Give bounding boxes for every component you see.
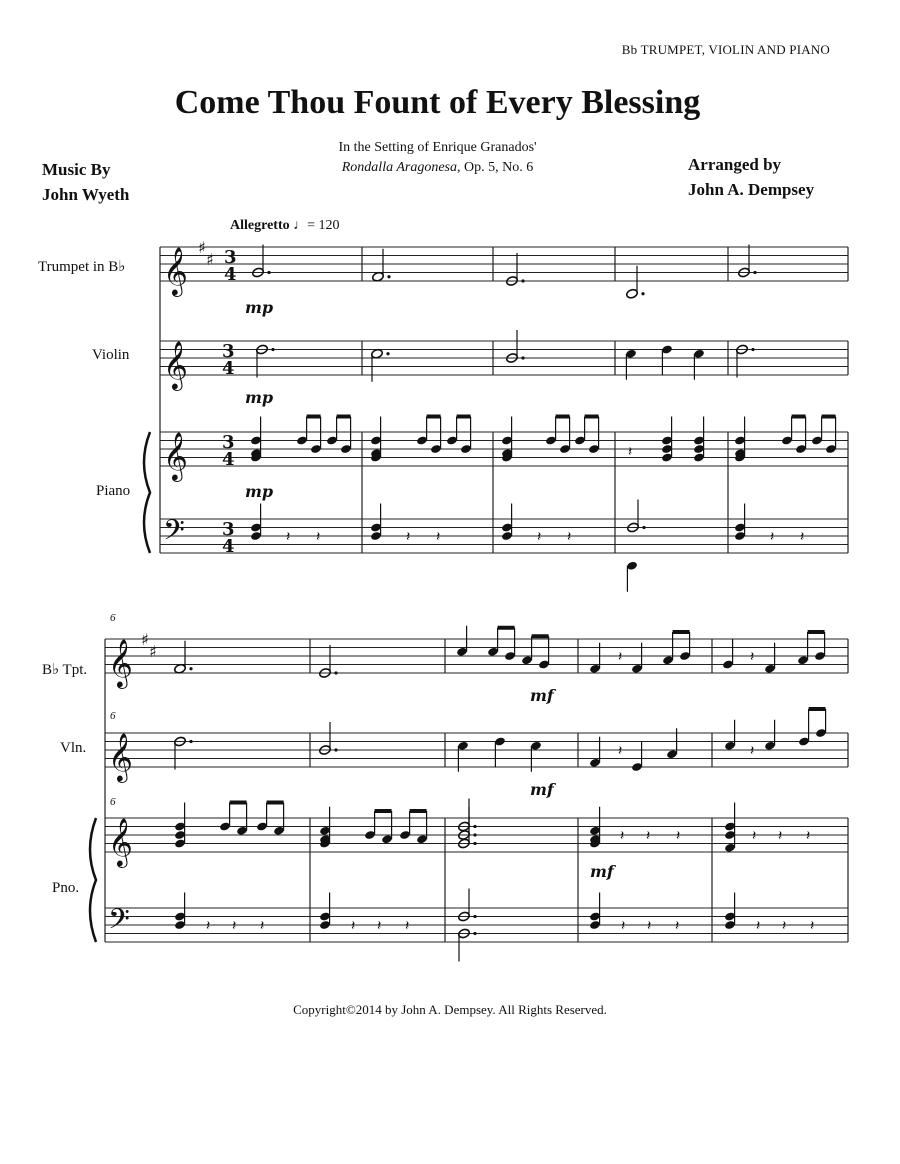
augmentation-dot	[267, 271, 270, 274]
rest: 𝄽	[800, 529, 805, 545]
rest: 𝄽	[567, 529, 572, 545]
key-sharp-f: ♯	[198, 238, 206, 257]
bass-clef-icon: 𝄢	[163, 514, 185, 554]
treble-clef-icon: 𝄞	[108, 638, 133, 687]
augmentation-dot	[521, 356, 524, 359]
tempo-word: Allegretto	[230, 218, 290, 233]
dynamic-piano-mf: mf	[590, 862, 614, 881]
augmentation-dot	[189, 740, 192, 743]
dynamic-violin-mf: mf	[530, 780, 554, 799]
rest: 𝄽	[756, 918, 761, 934]
augmentation-dot	[642, 526, 645, 529]
treble-clef-icon: 𝄞	[163, 246, 188, 295]
augmentation-dot	[751, 348, 754, 351]
setting-opus: , Op. 5, No. 6	[457, 160, 534, 175]
piano-abbrev-label: Pno.	[52, 880, 80, 896]
augmentation-dot	[521, 279, 524, 282]
rest: 𝄽	[646, 828, 651, 844]
rest: 𝄽	[405, 918, 410, 934]
rest: 𝄽	[316, 529, 321, 545]
instrumentation-heading: Bb TRUMPET, VIOLIN AND PIANO	[621, 42, 830, 57]
treble-clef-icon: 𝄞	[163, 431, 188, 480]
augmentation-dot	[641, 292, 644, 295]
time-sig-piano-upper-top: 3	[222, 432, 235, 453]
rest: 𝄽	[206, 918, 211, 934]
rest: 𝄽	[406, 529, 411, 545]
rest: 𝄽	[537, 529, 542, 545]
rest: 𝄽	[232, 918, 237, 934]
rest: 𝄽	[621, 918, 626, 934]
augmentation-dot	[334, 748, 337, 751]
rest: 𝄽	[675, 918, 680, 934]
rest: 𝄽	[752, 828, 757, 844]
rest: 𝄽	[351, 918, 356, 934]
augmentation-dot	[473, 842, 476, 845]
rest: 𝄽	[647, 918, 652, 934]
measure-number-violin: 6	[110, 710, 116, 722]
rest: 𝄽	[676, 828, 681, 844]
time-sig-trumpet-top: 3	[224, 247, 237, 268]
augmentation-dot	[473, 825, 476, 828]
score-title: Come Thou Fount of Every Blessing	[174, 84, 701, 121]
arranged-by-label: Arranged by	[688, 155, 782, 174]
treble-clef-icon: 𝄞	[108, 817, 133, 866]
augmentation-dot	[334, 671, 337, 674]
quarter-note-icon: ♩	[293, 218, 308, 233]
arranger-name: John A. Dempsey	[688, 180, 815, 199]
rest: 𝄽	[618, 743, 623, 759]
augmentation-dot	[271, 348, 274, 351]
time-sig-violin-top: 3	[222, 341, 235, 362]
violin-label: Violin	[92, 347, 130, 363]
augmentation-dot	[387, 275, 390, 278]
rest: 𝄽	[260, 918, 265, 934]
trumpet-label: Trumpet in B♭	[38, 259, 126, 275]
time-sig-piano-upper-bottom: 4	[222, 449, 235, 470]
augmentation-dot	[753, 271, 756, 274]
setting-line: In the Setting of Enrique Granados'	[338, 140, 537, 155]
trumpet-abbrev-label: B♭ Tpt.	[42, 662, 88, 678]
notes	[90, 245, 837, 962]
key-sharp-c: ♯	[149, 642, 157, 661]
rest: 𝄽	[436, 529, 441, 545]
key-sharp-f: ♯	[141, 630, 149, 649]
bass-clef-icon: 𝄢	[108, 903, 130, 943]
rest: 𝄽	[810, 918, 815, 934]
key-sharp-c: ♯	[206, 250, 214, 269]
treble-clef-icon: 𝄞	[108, 732, 133, 781]
music-by-label: Music By	[42, 160, 111, 179]
rest: 𝄽	[750, 649, 755, 665]
rest: 𝄽	[750, 743, 755, 759]
piano-brace	[90, 818, 96, 942]
measure-number-trumpet: 6	[110, 612, 116, 624]
clefs	[108, 238, 237, 943]
augmentation-dot	[473, 833, 476, 836]
time-sig-piano-lower-bottom: 4	[222, 536, 235, 557]
rest: 𝄽	[782, 918, 787, 934]
augmentation-dot	[473, 915, 476, 918]
time-sig-trumpet-bottom: 4	[224, 264, 237, 285]
composer-name: John Wyeth	[42, 185, 130, 204]
time-sig-violin-bottom: 4	[222, 358, 235, 379]
treble-clef-icon: 𝄞	[163, 340, 188, 389]
rest: 𝄽	[770, 529, 775, 545]
violin-abbrev-label: Vln.	[60, 740, 87, 756]
augmentation-dot	[473, 932, 476, 935]
rest: 𝄽	[628, 444, 633, 460]
rest: 𝄽	[806, 828, 811, 844]
measure-number-piano: 6	[110, 796, 116, 808]
rest: 𝄽	[618, 649, 623, 665]
piano-brace	[144, 432, 150, 553]
dynamic-piano-mp: mp	[245, 482, 274, 501]
dynamic-trumpet-mf: mf	[530, 686, 554, 705]
rest: 𝄽	[778, 828, 783, 844]
rest: 𝄽	[620, 828, 625, 844]
copyright-notice: Copyright©2014 by John A. Dempsey. All Rights Reserved.	[293, 1002, 607, 1017]
dynamic-violin-mp: mp	[245, 388, 274, 407]
rest: 𝄽	[377, 918, 382, 934]
setting-work-title: Rondalla Aragonesa	[341, 160, 457, 175]
tempo-bpm: = 120	[307, 218, 340, 233]
piano-label: Piano	[96, 483, 131, 499]
rest: 𝄽	[286, 529, 291, 545]
augmentation-dot	[189, 667, 192, 670]
dynamic-trumpet-mp: mp	[245, 298, 274, 317]
augmentation-dot	[386, 352, 389, 355]
time-sig-piano-lower-top: 3	[222, 519, 235, 540]
